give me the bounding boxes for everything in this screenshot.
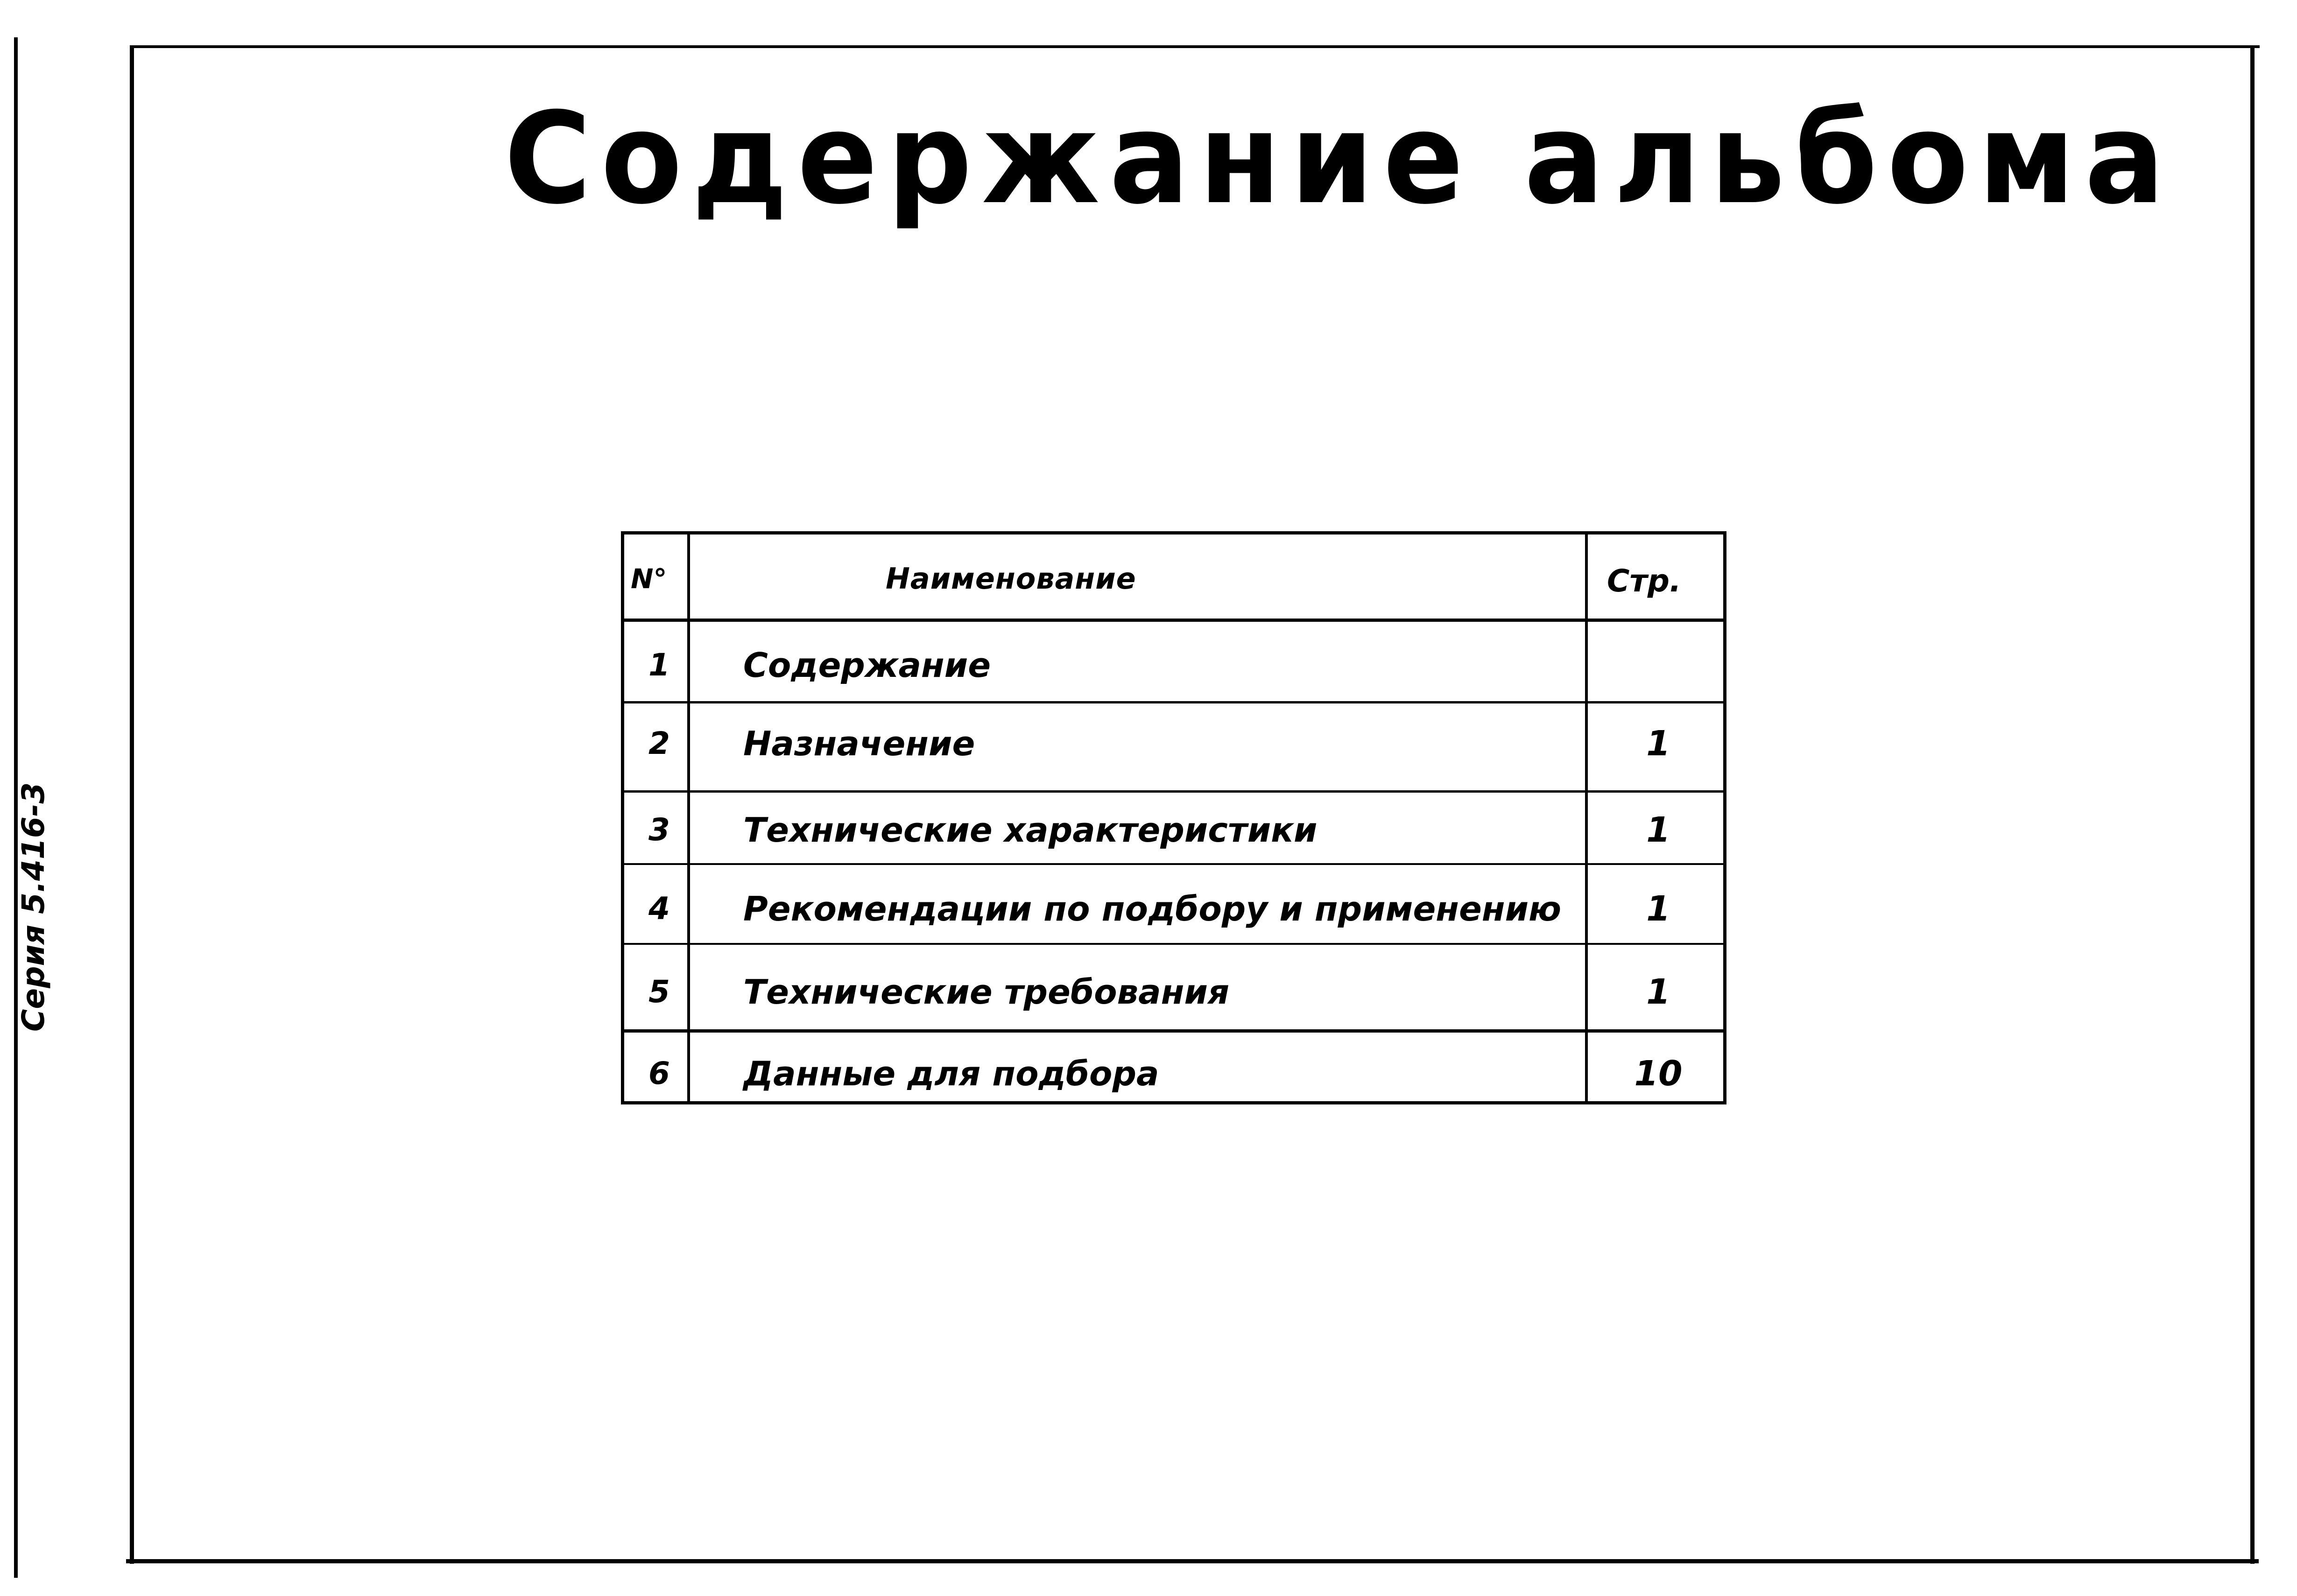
- row-page: 1: [1646, 889, 1670, 929]
- row-number: 2: [648, 725, 670, 761]
- header-divider: [624, 619, 1723, 622]
- header-number: N°: [631, 563, 667, 595]
- frame-right-border: [2250, 45, 2255, 1564]
- row-page: 1: [1646, 972, 1670, 1012]
- row-divider: [624, 1029, 1723, 1033]
- series-label: Серия 5.416-3: [15, 782, 51, 1032]
- row-name: Данные для подбора: [743, 1054, 1159, 1093]
- row-number: 4: [648, 891, 670, 927]
- row-name: Технические требования: [743, 972, 1230, 1012]
- frame-left-border: [130, 45, 134, 1564]
- row-divider: [624, 790, 1723, 793]
- row-divider: [624, 863, 1723, 865]
- row-name: Рекомендации по подбору и применению: [743, 889, 1562, 928]
- row-name: Содержание: [743, 646, 991, 685]
- row-name: Технические характеристики: [743, 810, 1318, 850]
- header-name: Наименование: [886, 562, 1136, 596]
- row-page: 1: [1646, 724, 1670, 764]
- frame-bottom-border: [126, 1559, 2259, 1563]
- row-page: 10: [1634, 1054, 1683, 1094]
- row-number: 1: [648, 647, 670, 683]
- row-number: 5: [648, 974, 670, 1010]
- frame-top-border: [131, 45, 2260, 48]
- row-page: [1600, 642, 1717, 689]
- row-divider: [624, 943, 1723, 945]
- row-divider: [624, 701, 1723, 703]
- header-page: Стр.: [1607, 563, 1682, 599]
- row-number: 3: [648, 812, 670, 848]
- contents-table: [621, 531, 1726, 1104]
- row-number: 6: [648, 1055, 670, 1091]
- row-name: Назначение: [743, 724, 975, 763]
- page-title: Содержание альбома: [504, 85, 2175, 232]
- row-page: 1: [1646, 810, 1670, 850]
